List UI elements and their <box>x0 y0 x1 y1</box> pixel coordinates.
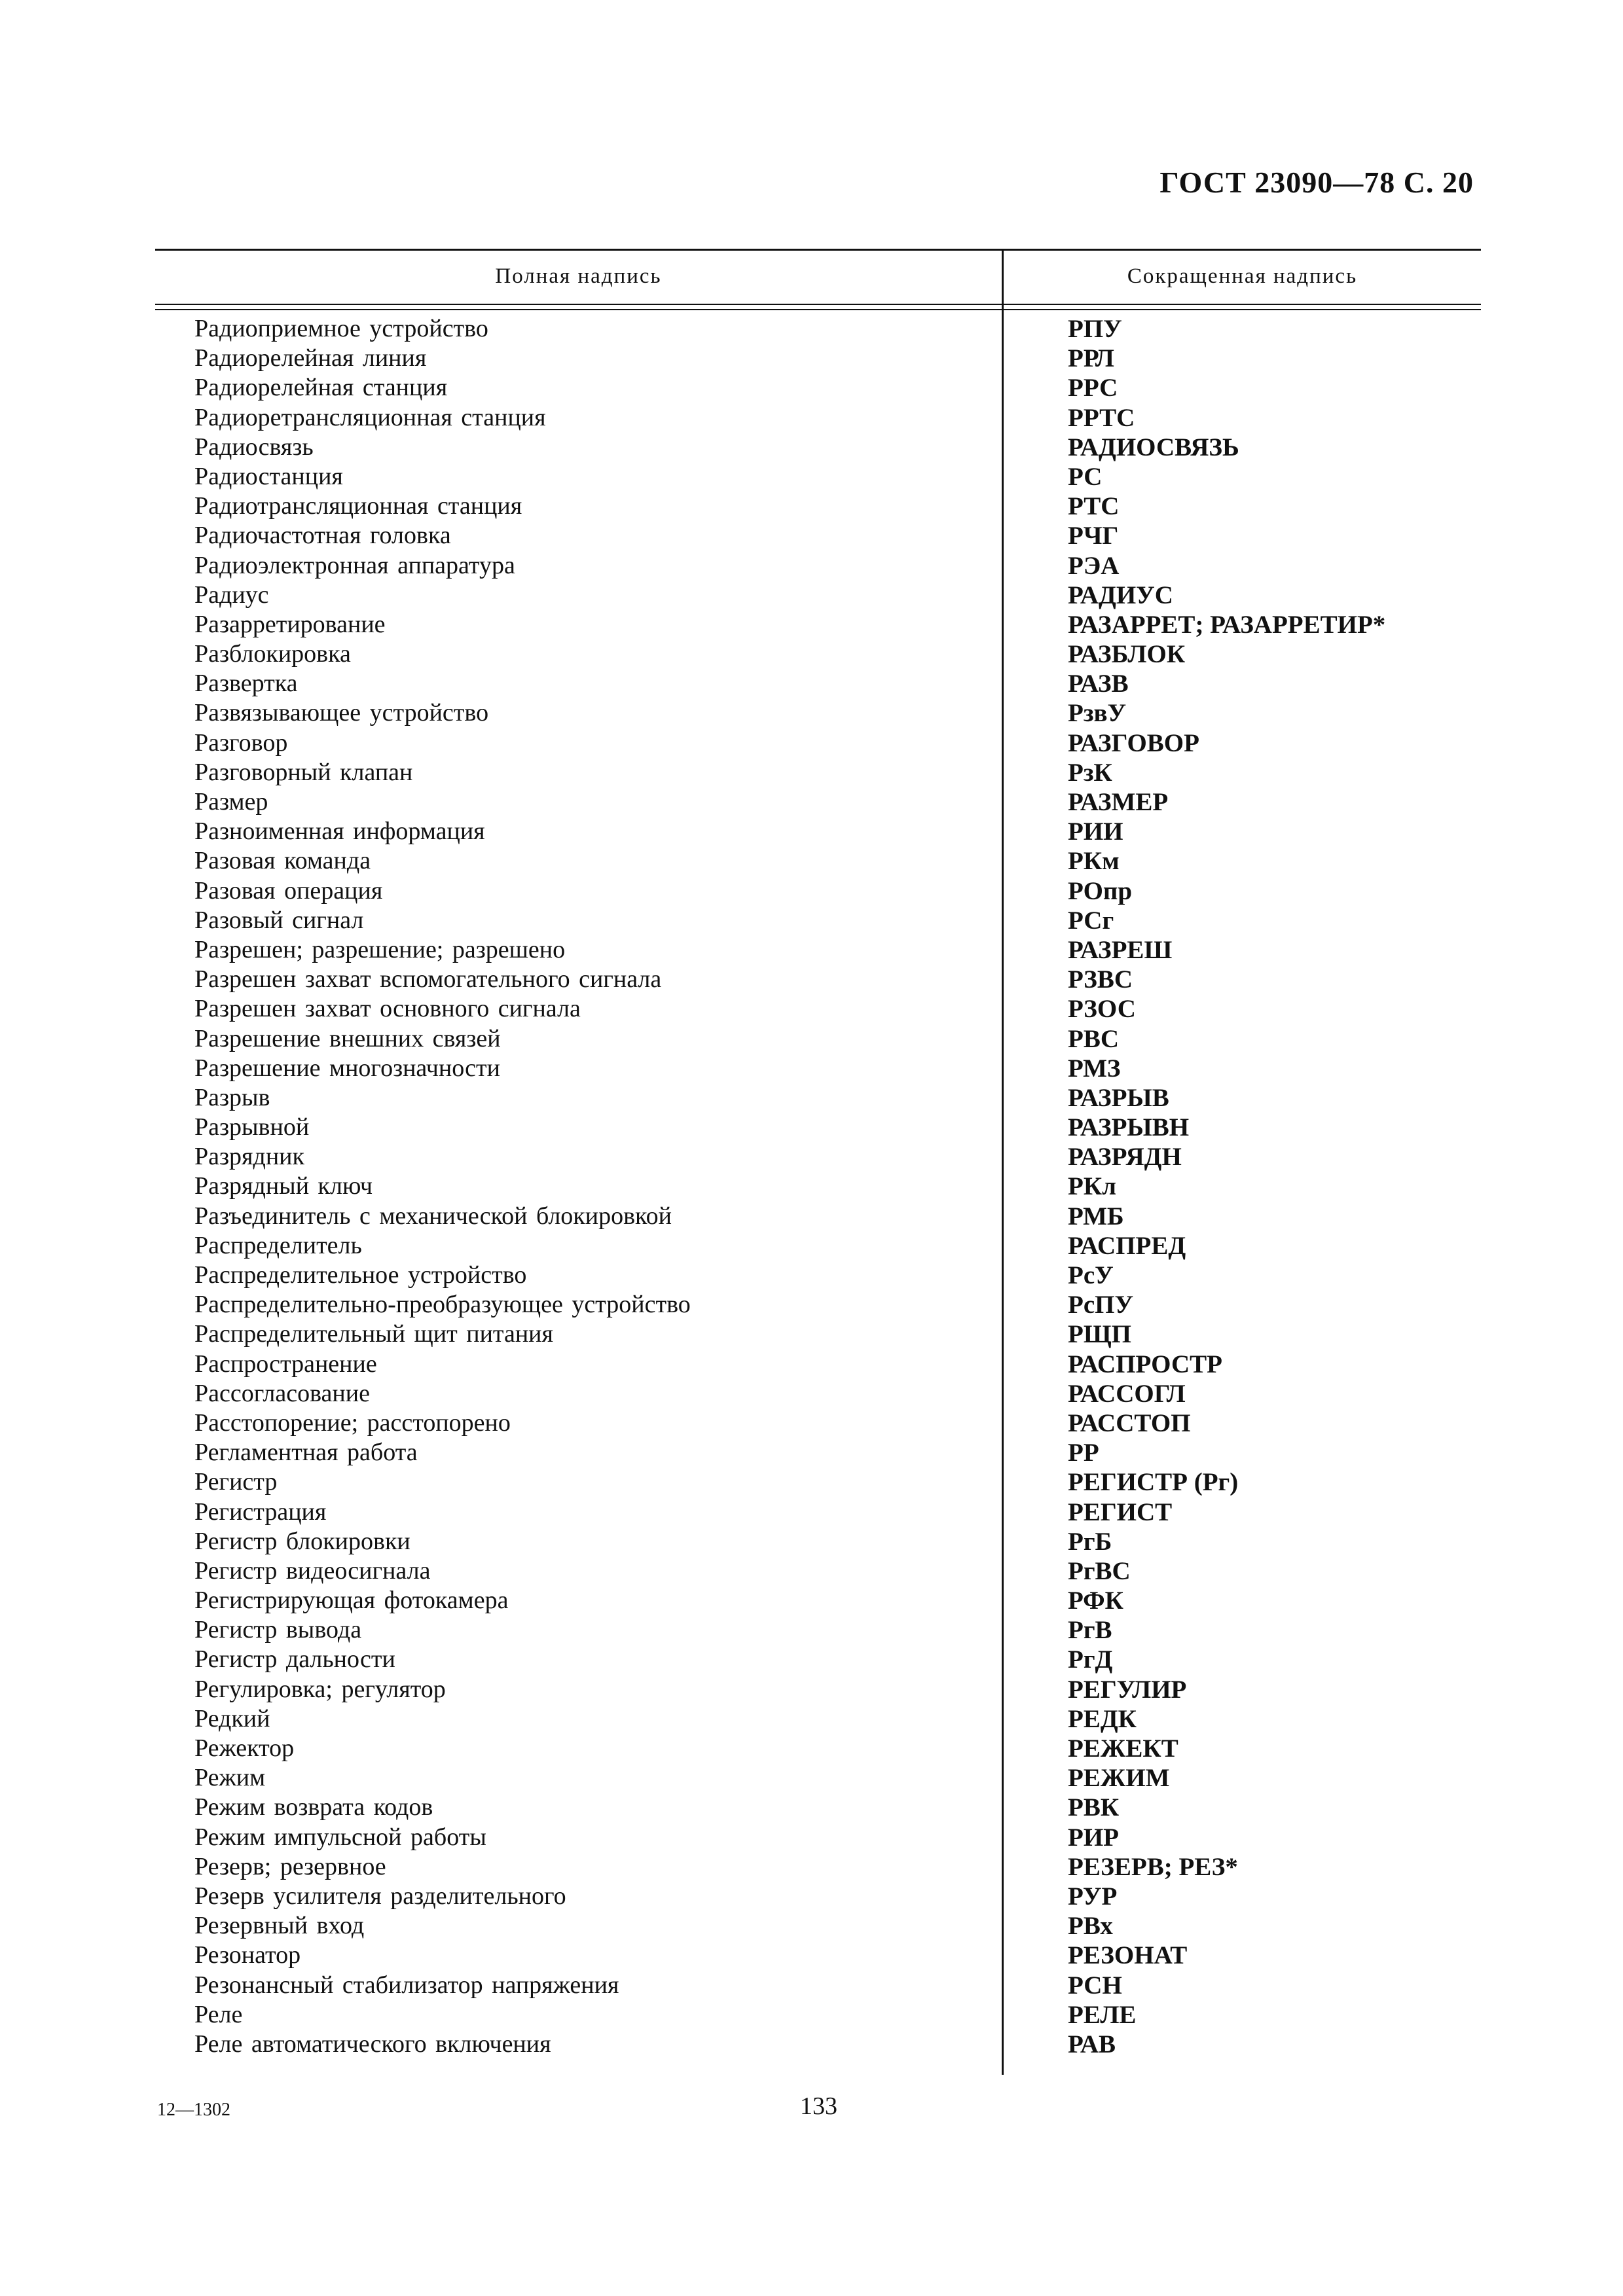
abbreviated-inscription: РМБ <box>1068 1202 1124 1230</box>
full-inscription: Разрешен захват основного сигнала <box>194 995 581 1023</box>
table-row <box>155 1971 1481 2000</box>
table-row <box>155 1704 1481 1734</box>
abbreviated-inscription: РсПУ <box>1068 1291 1134 1319</box>
full-inscription: Режим возврата кодов <box>194 1793 433 1821</box>
full-inscription: Резервный вход <box>194 1912 365 1940</box>
full-inscription: Радиорелейная станция <box>194 374 448 402</box>
table-row <box>155 1498 1481 1527</box>
full-inscription: Разъединитель с механической блокировкой <box>194 1202 672 1230</box>
full-inscription: Режим импульсной работы <box>194 1823 486 1851</box>
full-inscription: Радиосвязь <box>194 433 314 461</box>
abbreviated-inscription: РАДИУС <box>1068 581 1173 609</box>
abbreviated-inscription: РЕДК <box>1068 1704 1137 1733</box>
full-inscription: Разрешение внешних связей <box>194 1024 501 1052</box>
full-inscription: Распределительное устройство <box>194 1261 527 1289</box>
table-row <box>155 787 1481 817</box>
abbreviated-inscription: РгВ <box>1068 1616 1112 1645</box>
table-row <box>155 521 1481 550</box>
column-header-full: Полная надпись <box>495 264 662 288</box>
full-inscription: Радиочастотная головка <box>194 522 451 550</box>
abbreviated-inscription: РМЗ <box>1068 1054 1121 1083</box>
full-inscription: Разрешен захват вспомогательного сигнала <box>194 965 662 994</box>
abbreviated-inscription: РВх <box>1068 1912 1113 1941</box>
table-row <box>155 906 1481 935</box>
full-inscription: Разрыв <box>194 1083 270 1111</box>
full-inscription: Разблокировка <box>194 640 351 668</box>
full-inscription: Редкий <box>194 1704 270 1732</box>
abbreviated-inscription: РгБ <box>1068 1527 1112 1556</box>
abbreviated-inscription: РАЗРЫВ <box>1068 1083 1169 1112</box>
table-row <box>155 373 1481 403</box>
table-row <box>155 1231 1481 1261</box>
table-row <box>155 1941 1481 1970</box>
full-inscription: Развязывающее устройство <box>194 699 489 727</box>
header-double-rule <box>155 304 1481 310</box>
table-row <box>155 639 1481 669</box>
table-row <box>155 1024 1481 1054</box>
abbreviated-inscription: РсУ <box>1068 1261 1114 1289</box>
full-inscription: Разовая операция <box>194 876 383 905</box>
full-inscription: Режим <box>194 1764 266 1792</box>
table-row <box>155 1438 1481 1467</box>
abbreviated-inscription: РЕЖИМ <box>1068 1764 1170 1793</box>
table-row <box>155 1202 1481 1231</box>
abbreviated-inscription: РЕГИСТР (Рг) <box>1068 1468 1239 1497</box>
table-row <box>155 2030 1481 2059</box>
abbreviated-inscription: РСг <box>1068 906 1114 935</box>
full-inscription: Радиоприемное устройство <box>194 315 488 342</box>
abbreviated-inscription: РИИ <box>1068 817 1123 846</box>
abbreviated-inscription: РАВ <box>1068 2030 1116 2058</box>
table-body <box>155 314 1481 2059</box>
full-inscription: Разарретирование <box>194 610 386 638</box>
table-row <box>155 817 1481 846</box>
abbreviated-inscription: РРЛ <box>1068 344 1114 373</box>
full-inscription: Радиостанция <box>194 462 343 490</box>
abbreviated-inscription: РЕЗОНАТ <box>1068 1941 1188 1970</box>
full-inscription: Регистр <box>194 1468 278 1496</box>
abbreviated-inscription: РАЗГОВОР <box>1068 728 1199 757</box>
table-row <box>155 1793 1481 1822</box>
full-inscription: Разговорный клапан <box>194 758 413 786</box>
table-row <box>155 1823 1481 1852</box>
full-inscription: Резонатор <box>194 1941 301 1969</box>
full-inscription: Радиоэлектронная аппаратура <box>194 551 515 579</box>
abbreviated-inscription: РАЗРЕШ <box>1068 935 1173 964</box>
full-inscription: Резонансный стабилизатор напряжения <box>194 1971 619 1999</box>
table-row <box>155 1675 1481 1704</box>
abbreviated-inscription: РЭА <box>1068 551 1120 580</box>
full-inscription: Разноименная информация <box>194 817 485 846</box>
document-header: ГОСТ 23090—78 С. 20 <box>1159 166 1474 199</box>
abbreviated-inscription: РЕГИСТ <box>1068 1498 1173 1526</box>
table-row <box>155 1083 1481 1113</box>
table-row <box>155 1350 1481 1379</box>
abbreviated-inscription: РФК <box>1068 1587 1123 1615</box>
abbreviated-inscription: РЗВС <box>1068 965 1133 994</box>
full-inscription: Разрывной <box>194 1113 310 1141</box>
full-inscription: Режектор <box>194 1734 295 1762</box>
abbreviated-inscription: РКм <box>1068 847 1120 876</box>
abbreviated-inscription: РАЗБЛОК <box>1068 640 1186 669</box>
table-row <box>155 314 1481 344</box>
abbreviated-inscription: РАДИОСВЯЗЬ <box>1068 433 1239 461</box>
abbreviated-inscription: РРТС <box>1068 403 1135 432</box>
full-inscription: Регистр дальности <box>194 1645 395 1674</box>
abbreviated-inscription: РР <box>1068 1439 1099 1467</box>
table-row <box>155 581 1481 610</box>
full-inscription: Разговор <box>194 728 288 757</box>
full-inscription: Радиотрансляционная станция <box>194 492 522 520</box>
table-row <box>155 1142 1481 1172</box>
abbreviated-inscription: РСН <box>1068 1971 1122 2000</box>
abbreviated-inscription: РАСПРОСТР <box>1068 1350 1222 1378</box>
page-number: 133 <box>800 2092 837 2120</box>
full-inscription: Радиорелейная линия <box>194 344 427 372</box>
abbreviated-inscription: РАССТОП <box>1068 1408 1191 1437</box>
abbreviated-inscription: РВК <box>1068 1793 1120 1822</box>
abbreviated-inscription: РАССОГЛ <box>1068 1379 1186 1408</box>
full-inscription: Разрядный ключ <box>194 1172 373 1200</box>
table-row <box>155 610 1481 639</box>
abbreviated-inscription: РзК <box>1068 758 1112 787</box>
full-inscription: Резерв; резервное <box>194 1852 386 1880</box>
abbreviated-inscription: РАЗМЕР <box>1068 788 1169 816</box>
full-inscription: Распределительно-преобразующее устройство <box>194 1291 691 1319</box>
full-inscription: Регулировка; регулятор <box>194 1675 446 1703</box>
table-row <box>155 728 1481 758</box>
full-inscription: Разовая команда <box>194 847 371 875</box>
full-inscription: Регистрация <box>194 1498 327 1526</box>
table-row <box>155 1172 1481 1201</box>
table-row <box>155 1586 1481 1615</box>
abbreviated-inscription: РзвУ <box>1068 699 1127 728</box>
table-row <box>155 2000 1481 2030</box>
abbreviated-inscription: РЕЖЕКТ <box>1068 1734 1178 1763</box>
table-row <box>155 1882 1481 1911</box>
table-row <box>155 1290 1481 1319</box>
full-inscription: Распределительный щит питания <box>194 1320 553 1348</box>
full-inscription: Размер <box>194 788 268 816</box>
table-row <box>155 935 1481 965</box>
abbreviated-inscription: РУР <box>1068 1882 1118 1910</box>
full-inscription: Рассогласование <box>194 1379 370 1407</box>
abbreviated-inscription: РЧГ <box>1068 522 1119 550</box>
full-inscription: Реле <box>194 2000 243 2028</box>
table-row <box>155 965 1481 994</box>
abbreviated-inscription: РОпр <box>1068 876 1133 905</box>
abbreviated-inscription: РАЗРЫВН <box>1068 1113 1190 1142</box>
table-row <box>155 551 1481 581</box>
abbreviated-inscription: РЕЗЕРВ; РЕЗ* <box>1068 1852 1238 1881</box>
column-header-abbreviation: Сокращенная надпись <box>1127 264 1358 288</box>
full-inscription: Разрешение многозначности <box>194 1054 500 1082</box>
table-row <box>155 1319 1481 1349</box>
table-row <box>155 1379 1481 1408</box>
full-inscription: Регистрирующая фотокамера <box>194 1587 509 1615</box>
print-code: 12—1302 <box>157 2100 230 2120</box>
table-row <box>155 1763 1481 1793</box>
table-row <box>155 1054 1481 1083</box>
table-row <box>155 1556 1481 1586</box>
full-inscription: Резерв усилителя разделительного <box>194 1882 566 1910</box>
table-row <box>155 876 1481 906</box>
full-inscription: Распространение <box>194 1350 377 1378</box>
full-inscription: Радиоретрансляционная станция <box>194 403 546 431</box>
abbreviated-inscription: РЕГУЛИР <box>1068 1675 1187 1704</box>
table-row <box>155 1911 1481 1941</box>
table-row <box>155 758 1481 787</box>
table-row <box>155 1467 1481 1497</box>
abbreviated-inscription: РЩП <box>1068 1320 1131 1349</box>
full-inscription: Распределитель <box>194 1231 362 1259</box>
table-row <box>155 492 1481 521</box>
abbreviated-inscription: РАЗРЯДН <box>1068 1143 1182 1172</box>
table-row <box>155 433 1481 462</box>
full-inscription: Разрешен; разрешение; разрешено <box>194 935 566 963</box>
abbreviated-inscription: РИР <box>1068 1823 1119 1852</box>
full-inscription: Регистр видеосигнала <box>194 1556 431 1585</box>
abbreviated-inscription: РЕЛЕ <box>1068 2000 1137 2029</box>
table-row <box>155 462 1481 492</box>
full-inscription: Регистр вывода <box>194 1616 362 1644</box>
abbreviated-inscription: РАЗВ <box>1068 670 1129 698</box>
abbreviated-inscription: РЗОС <box>1068 995 1136 1024</box>
full-inscription: Радиус <box>194 581 269 609</box>
table-row <box>155 403 1481 433</box>
table-row <box>155 1408 1481 1438</box>
abbreviated-inscription: РРС <box>1068 374 1118 403</box>
abbreviated-inscription: РгВС <box>1068 1556 1131 1585</box>
table-row <box>155 1113 1481 1142</box>
table-row <box>155 994 1481 1024</box>
table-row <box>155 1645 1481 1674</box>
full-inscription: Реле автоматического включения <box>194 2030 551 2058</box>
abbreviated-inscription: РАЗАРРЕТ; РАЗАРРЕТИР* <box>1068 610 1386 639</box>
table-row <box>155 1734 1481 1763</box>
table-row <box>155 846 1481 876</box>
table-row <box>155 1261 1481 1290</box>
table-row <box>155 1527 1481 1556</box>
table-row <box>155 1852 1481 1882</box>
table-row <box>155 669 1481 698</box>
abbreviated-inscription: РгД <box>1068 1645 1113 1674</box>
full-inscription: Регламентная работа <box>194 1439 418 1467</box>
abbreviated-inscription: РПУ <box>1068 315 1122 343</box>
full-inscription: Регистр блокировки <box>194 1527 410 1555</box>
full-inscription: Развертка <box>194 670 298 698</box>
full-inscription: Расстопорение; расстопорено <box>194 1408 511 1437</box>
abbreviated-inscription: РКл <box>1068 1172 1116 1201</box>
abbreviated-inscription: РВС <box>1068 1024 1119 1053</box>
table-row <box>155 1615 1481 1645</box>
table-row <box>155 698 1481 728</box>
abbreviated-inscription: РАСПРЕД <box>1068 1231 1186 1260</box>
full-inscription: Разрядник <box>194 1143 304 1171</box>
abbreviated-inscription: РТС <box>1068 492 1120 521</box>
abbreviated-inscription: РС <box>1068 462 1103 491</box>
table-row <box>155 344 1481 373</box>
full-inscription: Разовый сигнал <box>194 906 364 934</box>
